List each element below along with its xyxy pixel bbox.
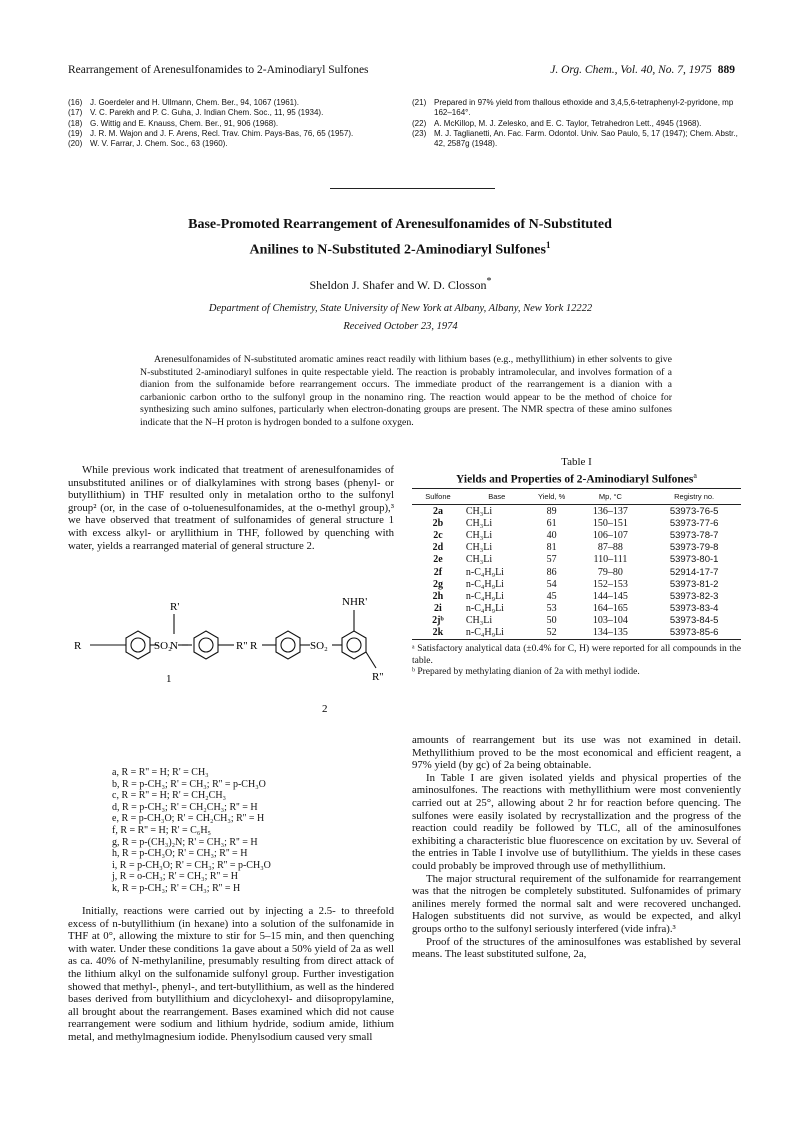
column-header: Yield, % (530, 489, 574, 505)
body-paragraph: amounts of rearrangement but its use was not examined in detail. Methyllithium proved to be the most economical and efficient reagent, a 97% yield (by gc) of 2a being obtainable. (412, 734, 741, 772)
table-cell: 61 (546, 517, 557, 529)
column-header: Mp, °C (574, 489, 648, 505)
column-header: Registry no. (647, 489, 741, 505)
structure2-R: R (250, 640, 258, 652)
table-cell: CH₃Li (465, 529, 493, 541)
substituent-entry: k, R = p-CH₃; R' = CH₃; R'' = H (112, 882, 241, 894)
table-footnote-a: ᵃ Satisfactory analytical data (±0.4% for C, H) were reported for all compounds in the table. (412, 644, 741, 666)
structure2-SO2: SO₂ (310, 640, 328, 652)
page-number: 889 (717, 64, 735, 76)
table-row (412, 603, 741, 615)
table-cell: CH₃Li (465, 615, 493, 627)
substituent-entry: b, R = p-CH₃; R' = CH₃; R'' = p-CH₃O (112, 778, 266, 790)
substituent-entry: i, R = p-CH₃O; R' = CH₃; R'' = p-CH₃O (112, 859, 271, 871)
substituent-entry: c, R = R'' = H; R' = CH₂CH₃ (112, 790, 227, 802)
table-cell: CH₃Li (465, 542, 493, 554)
reference-item (412, 98, 742, 119)
structure1-Rprime: R' (170, 601, 180, 613)
structure2-NHR: NHR' (342, 596, 368, 608)
title-footnote-mark: 1 (545, 240, 551, 250)
table-cell: 54 (546, 578, 557, 590)
table-row (412, 566, 741, 578)
table-cell: 106–107 (592, 529, 628, 541)
reference-item (412, 119, 742, 129)
table-cell: 53973-85-6 (647, 627, 741, 640)
table-cell: 53 (546, 603, 557, 615)
reference-text: G. Wittig and E. Knauss, Chem. Ber., 91, 906 (1968). (90, 118, 279, 128)
table-cell: 53973-77-6 (669, 517, 719, 529)
table-cell: 53973-84-5 (669, 615, 719, 627)
reference-list-right (412, 98, 742, 149)
reference-item (68, 108, 393, 118)
table-cell: 2c (433, 529, 443, 541)
reference-text: W. V. Farrar, J. Chem. Soc., 63 (1960). (90, 139, 228, 149)
reference-number: (21) (412, 98, 427, 107)
table-cell: 50 (546, 615, 557, 627)
table-cell: 2k (412, 627, 464, 640)
reference-number: (20) (68, 139, 83, 149)
table-cell: 2e (433, 554, 443, 566)
table-cell: 2b (432, 517, 444, 529)
chemical-structures (66, 590, 396, 760)
table-cell: 52914-17-7 (669, 566, 719, 578)
table-cell: 79–80 (597, 566, 623, 578)
table-cell: 89 (546, 505, 557, 517)
author-names: Sheldon J. Shafer and W. D. Closson (309, 278, 487, 292)
table-body (412, 505, 741, 640)
benzene-ring-2a (276, 631, 300, 659)
running-header-journal (550, 64, 735, 76)
article-title (60, 215, 740, 261)
reference-item (68, 119, 393, 129)
structure1-Rdoubleprime: R'' (236, 640, 248, 652)
table-cell: 53973-79-8 (669, 542, 719, 554)
table-cell: 53973-81-2 (669, 578, 719, 590)
table-cell: 134–135 (574, 627, 648, 640)
body-right-column (412, 734, 741, 961)
body-paragraph: The major structural requirement of the sulfonamide for rearrangement was that the nitrogen be completely substituted. Sulfonamides of primary anilines merely formed the normal salt and were recovered unchanged. Halogen substituents did not survive, as would be expected, and alkyl groups ortho to the sulfonyl seriously interfered (vide infra).³ (412, 872, 741, 935)
table-cell: 53973-83-4 (669, 603, 719, 615)
table-row (412, 627, 741, 640)
table-cell: 152–153 (592, 578, 628, 590)
table-cell: 164–165 (592, 603, 628, 615)
table-cell: 2g (432, 578, 443, 590)
aromatic-circle (131, 638, 145, 652)
table-row (412, 542, 741, 554)
body-left-paragraph (68, 905, 394, 1044)
table-cell: 150–151 (592, 517, 628, 529)
table-cell: 45 (546, 590, 557, 602)
section-divider (330, 188, 495, 189)
table-cell: 53973-76-5 (669, 505, 719, 517)
table-cell: 40 (546, 529, 557, 541)
sulfone-table (412, 488, 741, 640)
table-footnote-b: ᵇ Prepared by methylating dianion of 2a with methyl iodide. (412, 667, 640, 678)
table-container (412, 488, 741, 679)
reference-item (412, 129, 742, 150)
table-cell: 53973-78-7 (669, 529, 719, 541)
substituent-entry: a, R = R'' = H; R' = CH₃ (112, 767, 209, 778)
table-row (412, 554, 741, 566)
table-row (412, 529, 741, 541)
title-line-1: Base-Promoted Rearrangement of Arenesulfonamides of N-Substituted (188, 217, 612, 232)
structure-label-1: 1 (166, 673, 172, 685)
body-paragraph: In Table I are given isolated yields and physical properties of the aminosulfones. The reactions with methyllithium were most conveniently carried out at 25°, allowing about 2 hr for reaction before quencing. The sulfones were easily isolated by recrystallization and the progress of the reaction could readily be followed by TLC, all of the aminosulfones exhibiting a characteristic blue fluorescence on excitation by uv. Several of the entries in Table I involve use of butyllithium. The yields in these cases could probably be improved through use of methyllithium. (412, 771, 741, 872)
table-cell: 144–145 (592, 590, 628, 602)
table-label: Table I (561, 456, 592, 468)
table-header-row (412, 489, 741, 505)
table-title: Yields and Properties of 2-Aminodiaryl Sulfones (456, 473, 694, 486)
table-cell: 2f (433, 566, 443, 578)
journal-citation: J. Org. Chem., Vol. 40, No. 7, 1975 (550, 64, 712, 76)
table-title-note: a (693, 471, 697, 480)
table-cell: n-C₄H₉Li (465, 590, 504, 602)
reference-text: V. C. Parekh and P. C. Guha, J. Indian Chem. Soc., 11, 95 (1934). (90, 108, 324, 118)
benzene-ring-1a (126, 631, 150, 659)
table-cell: 57 (546, 554, 557, 566)
body-intro-paragraph (68, 464, 394, 552)
received-date: Received October 23, 1974 (343, 321, 458, 332)
table-cell: 103–104 (592, 615, 628, 627)
substituent-list (112, 767, 271, 895)
table-cell: n-C₄H₉Li (465, 566, 504, 578)
affiliation: Department of Chemistry, State University of New York at Albany, Albany, New York 12222 (208, 303, 593, 314)
reference-text: A. McKillop, M. J. Zelesko, and E. C. Taylor, Tetrahedron Lett., 4945 (1968). (434, 118, 702, 128)
reference-text: Prepared in 97% yield from thallous ethoxide and 3,4,5,6-tetraphenyl-2-pyridone, mp 162–164°. (434, 98, 734, 118)
corresponding-author-mark: * (486, 276, 492, 287)
table-cell: 2h (432, 590, 444, 602)
substituent-entry: h, R = p-CH₃O; R' = CH₃; R'' = H (112, 848, 248, 860)
table-row (412, 578, 741, 590)
reference-text: M. J. Taglianetti, An. Fac. Farm. Odontol. Univ. Sao Paulo, 5, 17 (1947); Chem. Abstr., 42, 2587g (1948). (434, 128, 738, 149)
reference-text: J. R. M. Wajon and J. F. Arens, Recl. Trav. Chim. Pays-Bas, 76, 65 (1957). (90, 128, 354, 138)
column-header: Sulfone (412, 489, 464, 505)
structure1-SO2: SO₂ (154, 640, 172, 652)
authors (0, 276, 801, 293)
reference-item (68, 129, 393, 139)
running-header-title: Rearrangement of Arenesulfonamides to 2-Aminodiaryl Sulfones (68, 64, 369, 76)
reference-number: (16) (68, 98, 83, 107)
table-cell: n-C₄H₉Li (465, 603, 504, 615)
reference-number: (19) (68, 128, 83, 138)
structure1-R: R (74, 640, 82, 652)
substituent-entry: e, R = p-CH₃O; R' = CH₂CH₃; R'' = H (112, 813, 265, 825)
reference-list-left (68, 98, 393, 149)
table-cell: 110–111 (593, 554, 628, 566)
table-cell: 2a (432, 505, 443, 517)
table-cell: 2i (434, 603, 442, 615)
reference-text: J. Goerdeler and H. Ullmann, Chem. Ber., 94, 1067 (1961). (90, 98, 299, 107)
table-caption (412, 456, 741, 487)
substituent-entry: g, R = p-(CH₃)₂N; R' = CH₃; R'' = H (112, 836, 258, 848)
benzene-ring-1b (194, 631, 218, 659)
table-row (412, 590, 741, 602)
reference-number: (23) (412, 128, 427, 138)
substituent-entry: f, R = R'' = H; R' = C₆H₅ (112, 824, 212, 836)
table-cell: CH₃Li (465, 517, 493, 529)
table-cell: 52 (530, 627, 574, 640)
table-cell: n-C₄H₉Li (465, 578, 504, 590)
table-cell: CH₃Li (465, 554, 493, 566)
body-paragraph: Proof of the structures of the aminosulfones was established by several means. The least substituted sulfone, 2a, (412, 935, 741, 961)
table-row (412, 517, 741, 529)
reference-number: (22) (412, 118, 427, 128)
table-cell: 86 (546, 566, 557, 578)
intro-text: While previous work indicated that treatment of arenesulfonamides of unsubstituted anilines or of dialkylamines with strong bases (phenyl- or butyllithium) in THF resulted only in metalation ortho to the sulfonyl group² (or, in the case of o-toluenesulfonamides, at the o-methyl group),³ we have observed that treatment of sulfonamides of general structure 1 with excess alkyl- or aryllithium in THF, followed by quenching with water, yields a rearranged material of general structure 2. (68, 464, 394, 552)
table-cell: n-C₄H₉Li (464, 627, 530, 640)
table-cell: 2d (432, 542, 444, 554)
benzene-ring-2b (342, 631, 366, 659)
table-cell: CH₃Li (465, 505, 493, 517)
structure2-Rdoubleprime: R'' (372, 671, 384, 683)
reference-number: (17) (68, 108, 83, 118)
reference-number: (18) (68, 118, 83, 128)
table-row (412, 615, 741, 627)
left-column-text: Initially, reactions were carried out by injecting a 2.5- to threefold excess of n-butyllithium (in hexane) into a solution of the sulfonamide in THF at 0°, allowing the mixture to stir for 5–15 min, and then quenching with water. Under these conditions 1a gave about a 50% yield of 2a as well as ca. 40% of N-methylaniline, presumably resulting from direct attack of the lithium alkyl on the sulfonamide sulfonyl group. Further investigation showed that methyl-, phenyl-, and tert-butyllithium, as well as the hindered bases derived from butyllithium and dicyclohexyl- and diisopropylamine, all brought about the rearrangement. Bases examined which did not cause rearrangement were sodium and lithium hydride, sodium amide, lithium metal, and methylmagnesium iodide. Phenylsodium caused very small (68, 905, 394, 1043)
table-row (412, 505, 741, 518)
title-line-2: Anilines to N-Substituted 2-Aminodiaryl Sulfones (249, 242, 546, 258)
reference-item (68, 139, 393, 149)
abstract: Arenesulfonamides of N-substituted aromatic amines react readily with lithium bases (e.g., methyllithium) in ether solvents to give N-substituted 2-aminodiaryl sulfones in quite respectable yield. The reaction is probably intramolecular, and involves formation of a dianion from the sulfonamide before rearrangement occurs. The immediate product of the rearrangement is a dianion with a carbanionic carbon ortho to the sulfonyl group in the nonamino ring. The reaction would appear to be the method of choice for synthesizing such amino sulfones, particularly when electron-donating groups are present. The NMR spectra of these amino sulfones indicate that the N–H proton is hydrogen bonded to a sulfone oxygen. (140, 354, 672, 428)
substituent-entry: d, R = p-CH₃; R' = CH₂CH₃; R'' = H (112, 801, 258, 813)
table-cell: 87–88 (597, 542, 623, 554)
substituent-entry: j, R = o-CH₃; R' = CH₃; R'' = H (112, 871, 238, 883)
structure1-N: N (170, 640, 178, 652)
structure-label-2: 2 (322, 703, 328, 715)
table-cell: 53973-80-1 (669, 554, 719, 566)
column-header: Base (464, 489, 530, 505)
reference-item (68, 98, 393, 108)
table-cell: 81 (546, 542, 557, 554)
table-cell: 136–137 (592, 505, 628, 517)
table-cell: 53973-82-3 (669, 590, 719, 602)
table-cell: 2jᵇ (432, 615, 444, 627)
